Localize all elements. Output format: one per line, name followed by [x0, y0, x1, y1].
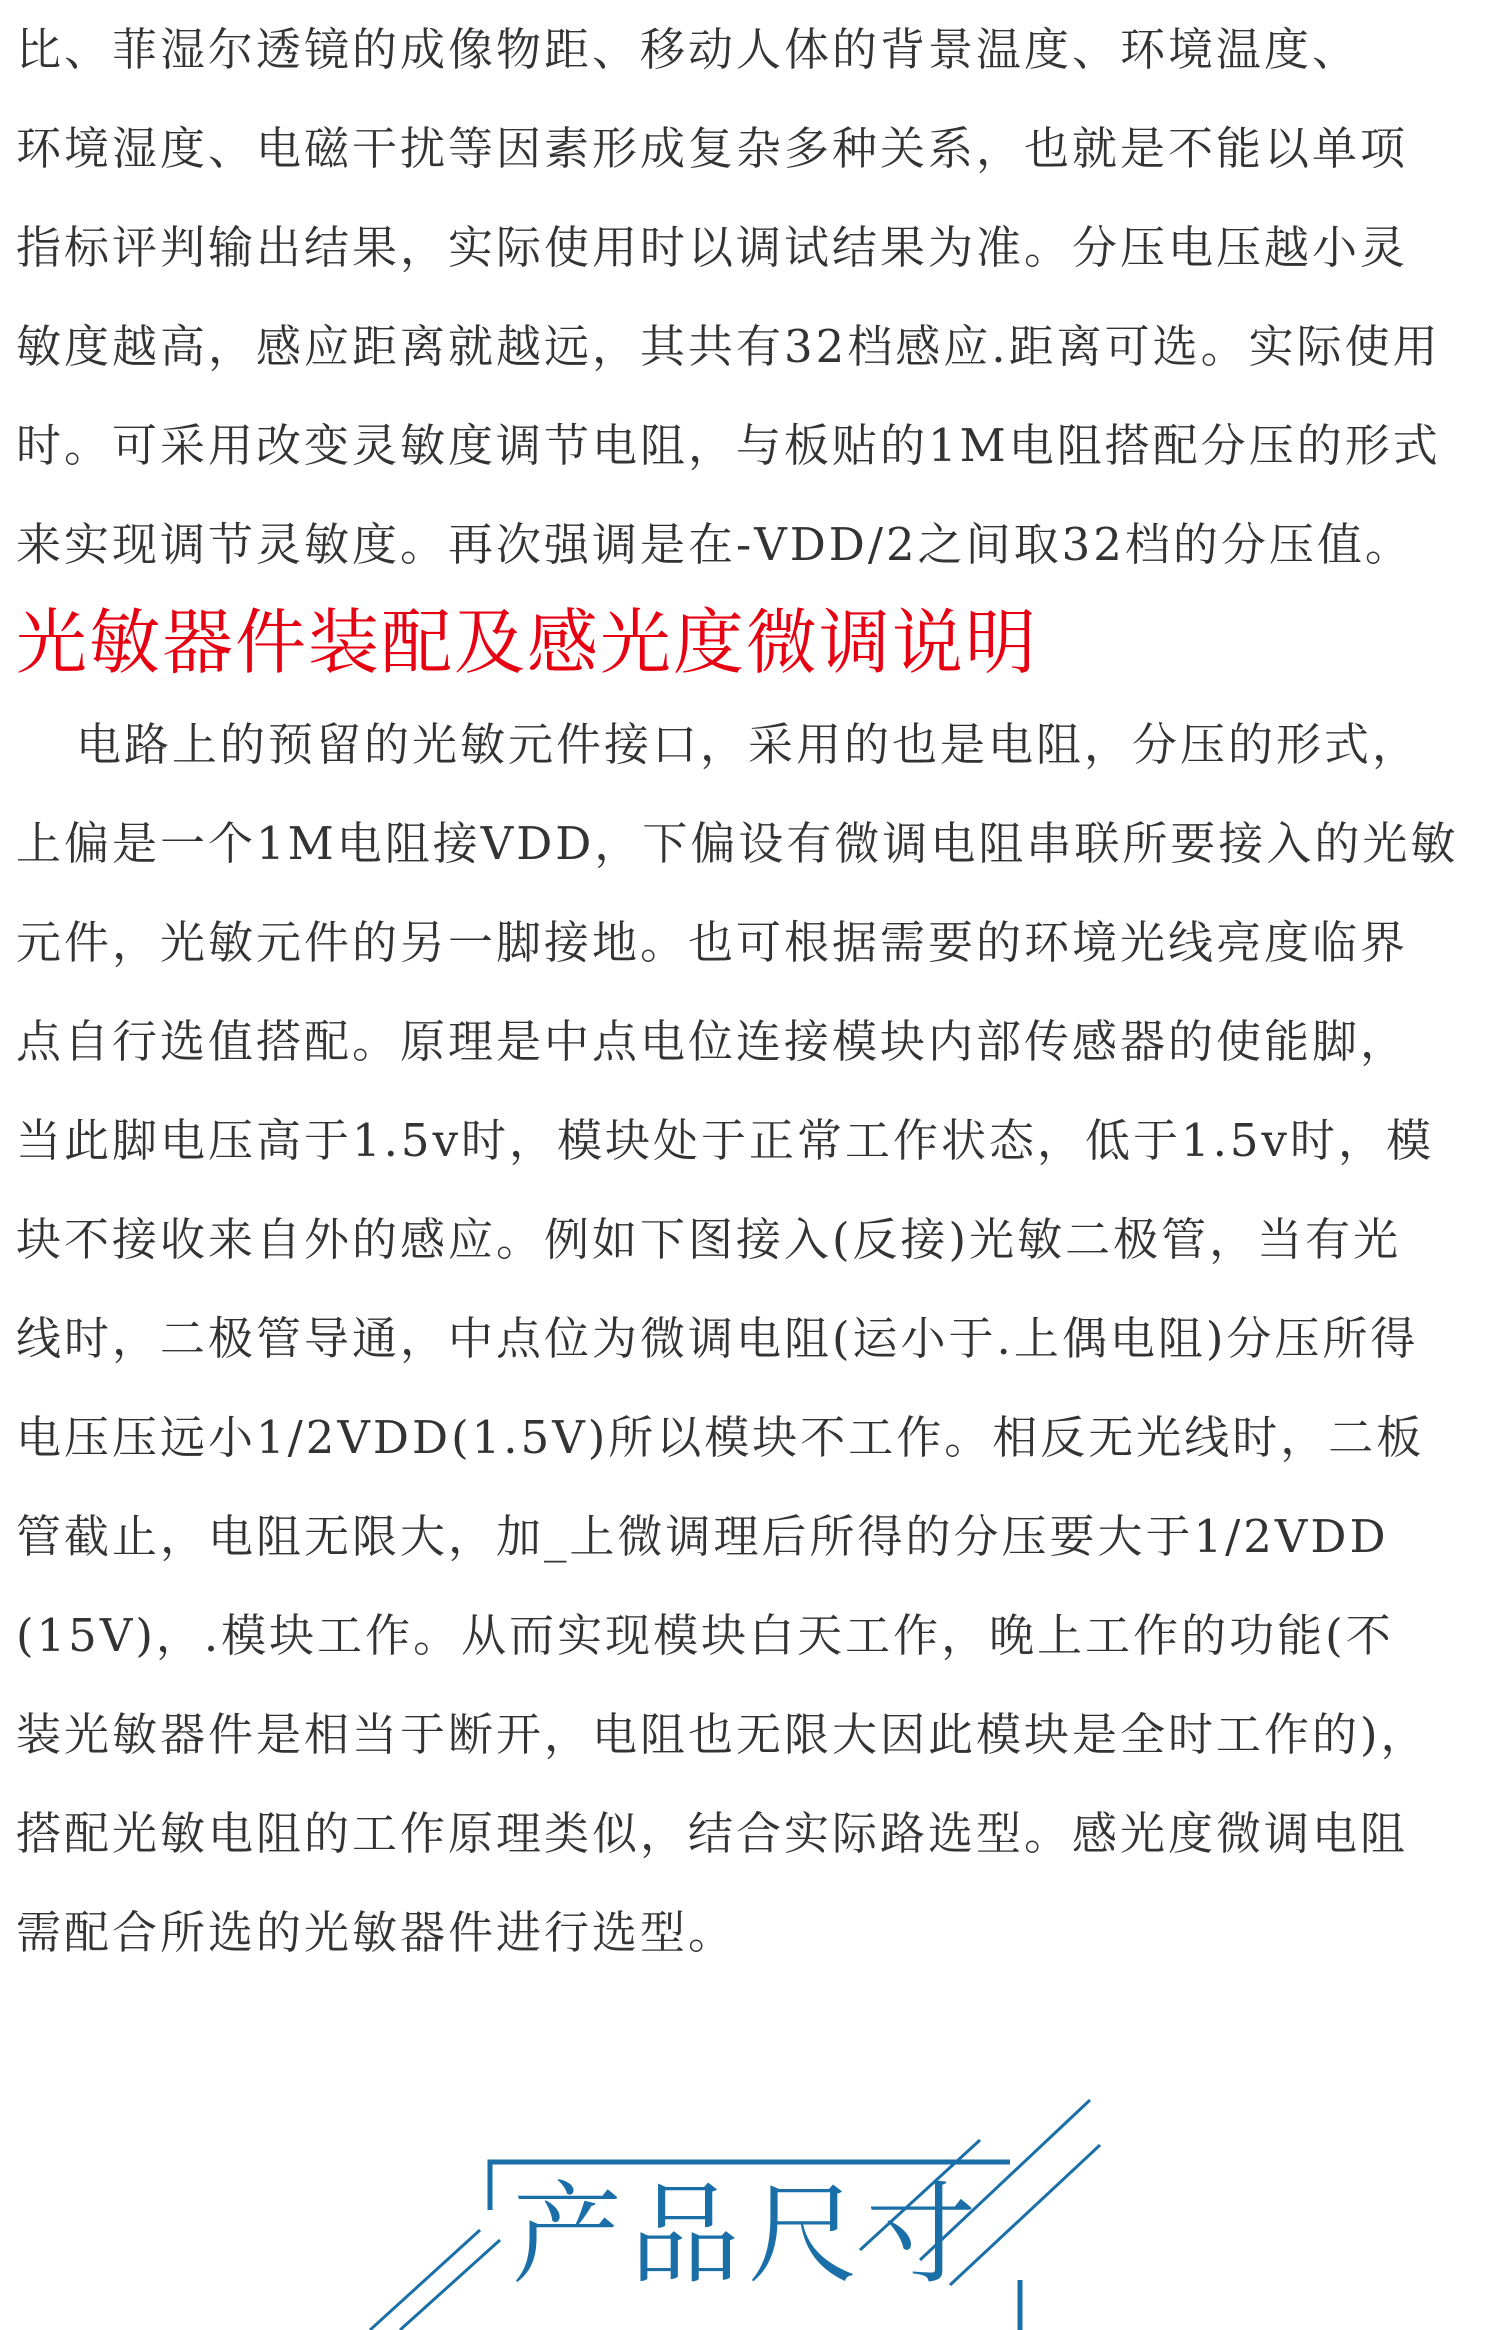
paragraph-sensitivity: [16, 0, 1486, 594]
diagonal-line: [400, 2240, 500, 2330]
product-size-badge: [360, 2090, 1120, 2330]
text-line: 指标评判输出结果，实际使用时以调试结果为准。分压电压越小灵: [16, 221, 1409, 274]
diagonal-line: [370, 2230, 480, 2330]
text-line: 上偏是一个1M电阻接VDD，下偏设有微调电阻串联所要接入的光敏: [16, 817, 1459, 870]
paragraph-photosensor: [16, 695, 1486, 1982]
text-line: 需配合所选的光敏器件进行选型。: [16, 1906, 737, 1959]
text-line: 搭配光敏电阻的工作原理类似，结合实际路选型。感光度微调电阻: [16, 1807, 1409, 1860]
text-line: 电路上的预留的光敏元件接口，采用的也是电阻，分压的形式，: [76, 718, 1421, 771]
badge-title: 产品尺寸: [512, 2171, 984, 2299]
text-line: 点自行选值搭配。原理是中点电位连接模块内部传感器的使能脚，: [16, 1015, 1409, 1068]
text-line: (15V)，.模块工作。从而实现模块白天工作，晚上工作的功能(不: [16, 1609, 1394, 1662]
text-line: 线时，二极管导通，中点位为微调电阻(运小于.上偶电阻)分压所得: [16, 1312, 1419, 1365]
text-line: 环境湿度、电磁干扰等因素形成复杂多种关系，也就是不能以单项: [16, 122, 1409, 175]
text-line: 比、菲湿尔透镜的成像物距、移动人体的背景温度、环境温度、: [16, 23, 1361, 76]
document-body: [16, 0, 1486, 1982]
section-heading: 光敏器件装配及感光度微调说明: [16, 601, 1039, 684]
text-line: 元件，光敏元件的另一脚接地。也可根据需要的环境光线亮度临界: [16, 916, 1409, 969]
text-line: 电压压远小1/2VDD(1.5V)所以模块不工作。相反无光线时，二板: [16, 1411, 1425, 1464]
text-line: 块不接收来自外的感应。例如下图接入(反接)光敏二极管，当有光: [16, 1213, 1402, 1266]
text-line: 管截止，电阻无限大，加_上微调理后所得的分压要大于1/2VDD: [16, 1510, 1389, 1563]
text-line: 来实现调节灵敏度。再次强调是在-VDD/2之间取32档的分压值。: [16, 518, 1413, 571]
text-line: 时。可采用改变灵敏度调节电阻，与板贴的1M电阻搭配分压的形式: [16, 419, 1441, 472]
text-line: 装光敏器件是相当于断开，电阻也无限大因此模块是全时工作的)，: [16, 1708, 1429, 1761]
text-line: 敏度越高，感应距离就越远，其共有32档感应.距离可选。实际使用: [16, 320, 1441, 373]
text-line: 当此脚电压高于1.5v时，模块处于正常工作状态，低于1.5v时，模: [16, 1114, 1434, 1167]
